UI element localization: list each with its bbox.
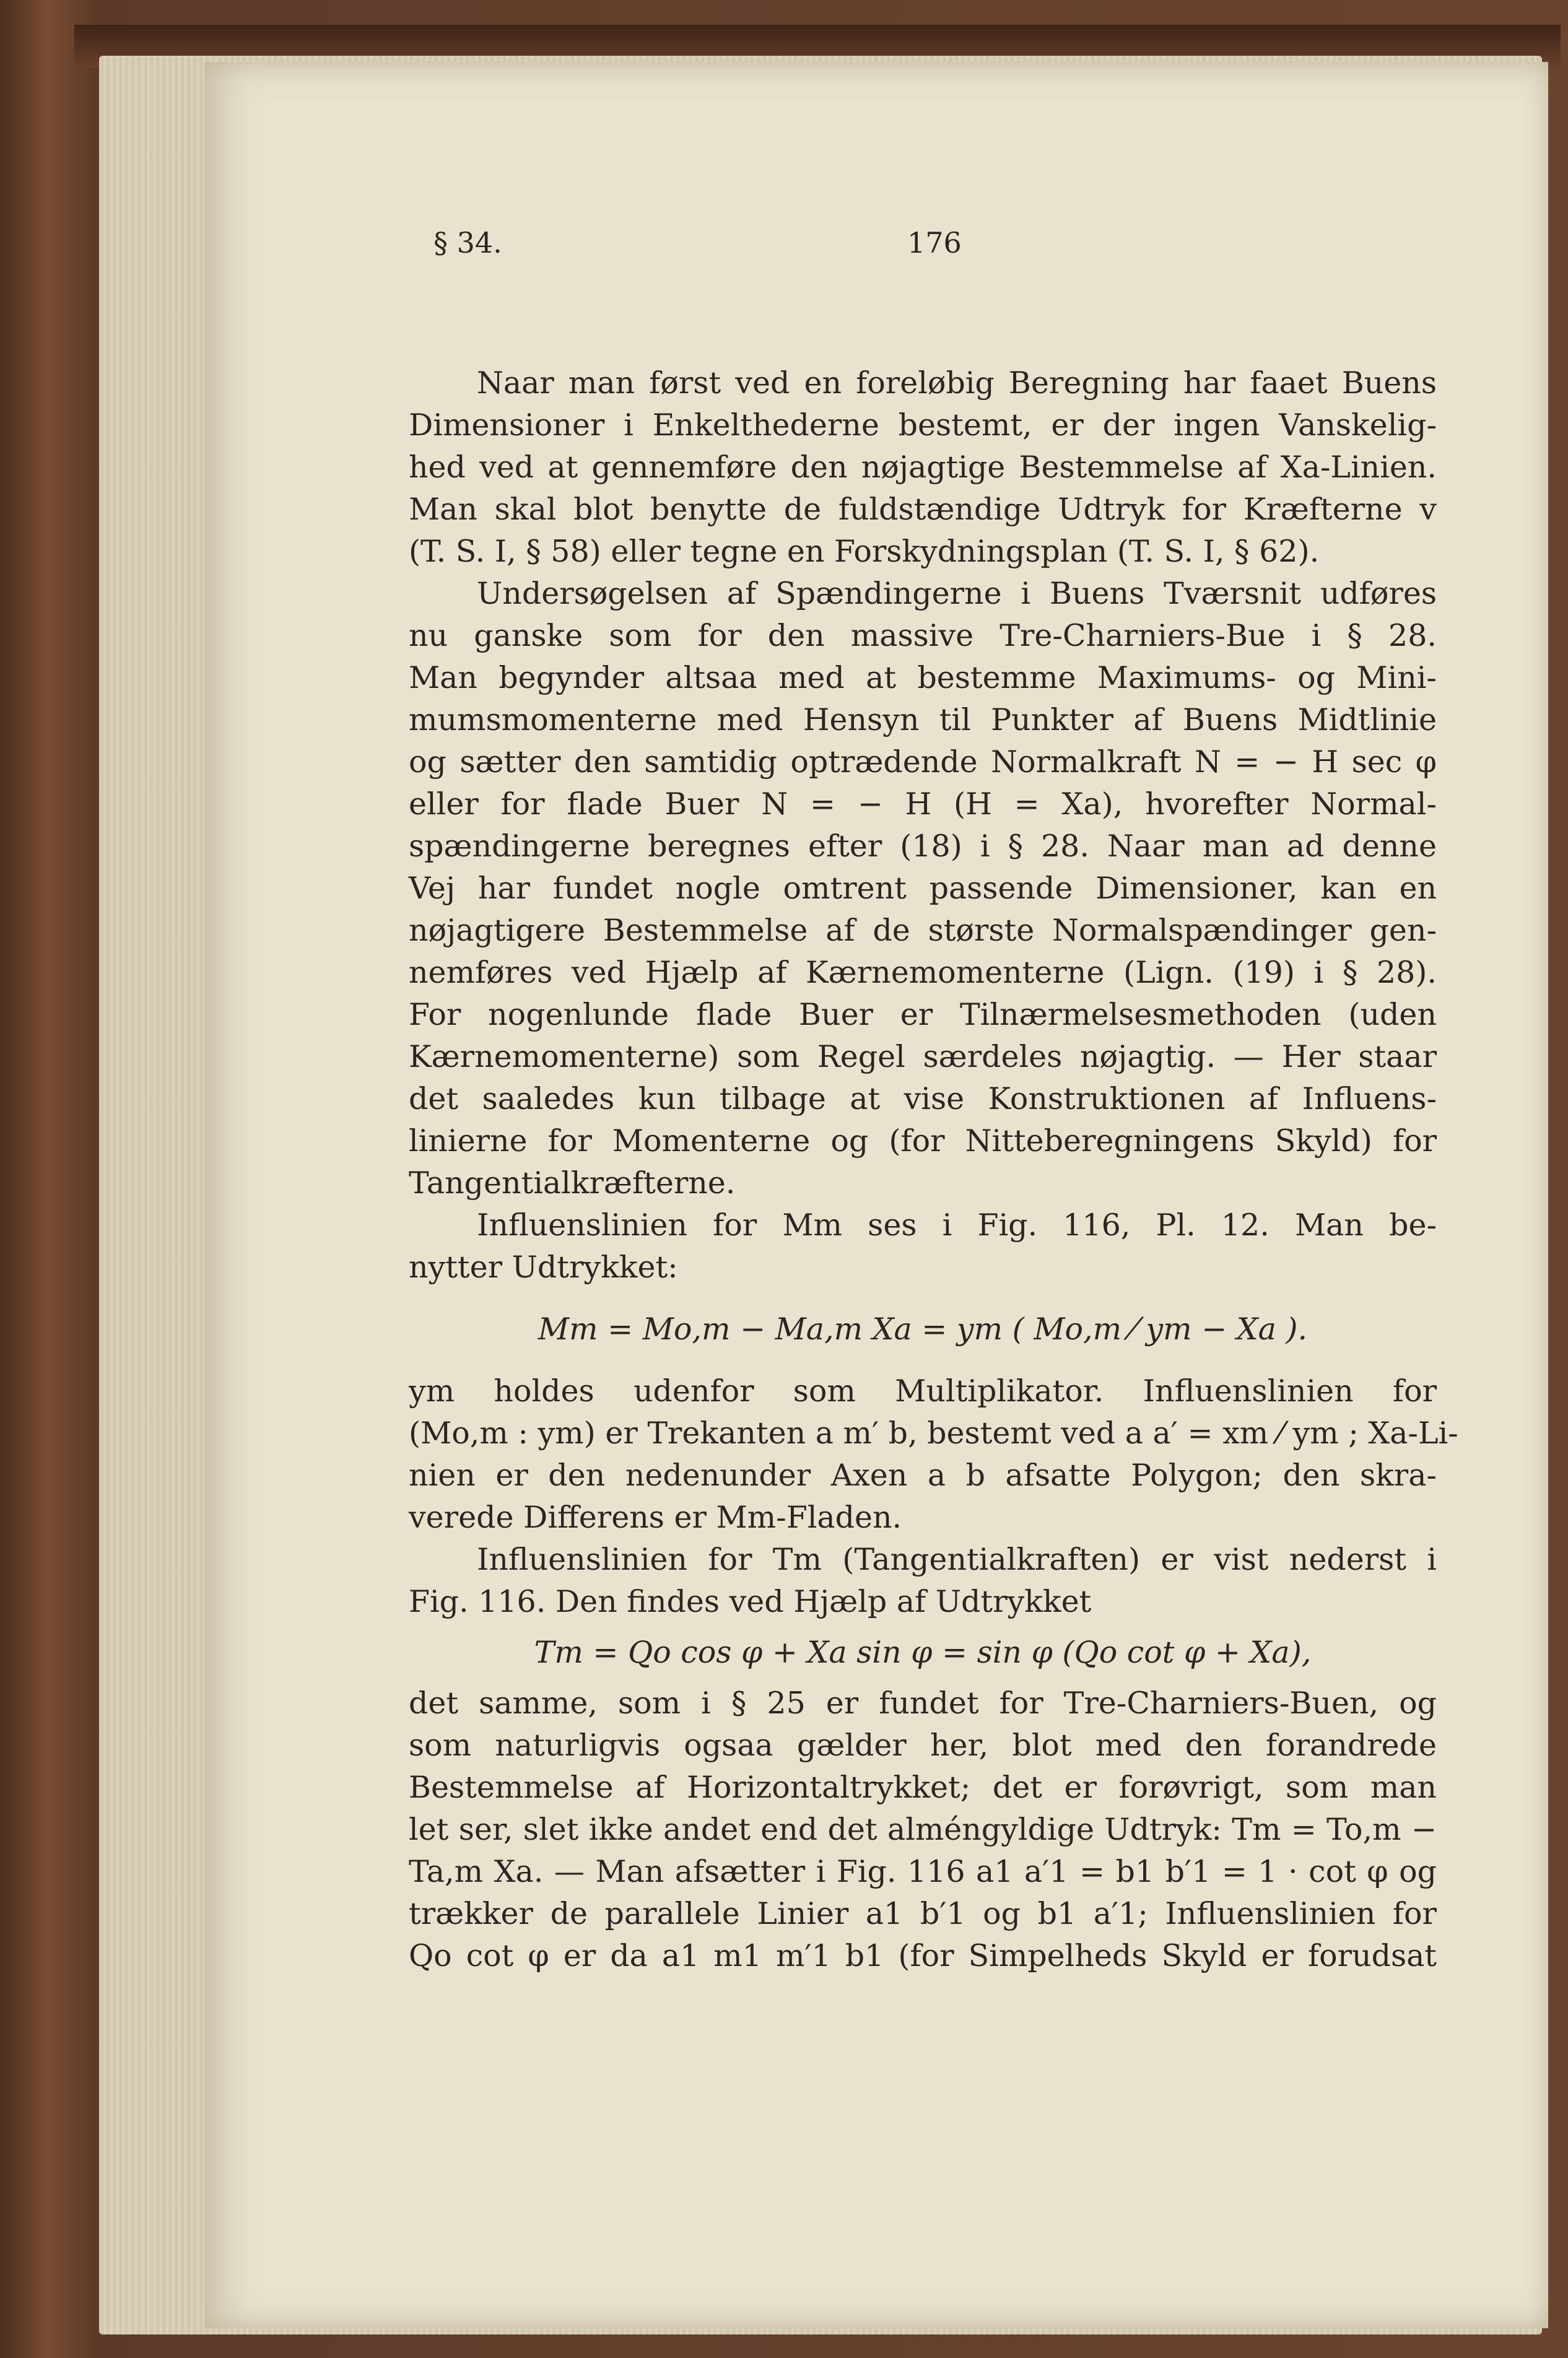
text-line: linierne for Momenterne og (for Nitteberegningens Skyld) for (409, 1123, 1437, 1159)
text-line: Influenslinien for Mm ses i Fig. 116, Pl. 12. Man be- (477, 1207, 1437, 1243)
text-line: Bestemmelse af Horizontaltrykket; det er forøvrigt, som man (409, 1770, 1437, 1805)
text-line: Ta,m Xa. — Man afsætter i Fig. 116 a1 a′1 = b1 b′1 = 1 · cot φ og (409, 1854, 1437, 1889)
text-line: trækker de parallele Linier a1 b′1 og b1 a′1; Influenslinien for (409, 1896, 1437, 1931)
body-text (409, 362, 1458, 1977)
text-line: og sætter den samtidig optrædende Normalkraft N = − H sec φ (409, 744, 1437, 780)
text-line: Naar man først ved en foreløbig Beregning har faaet Buens (477, 365, 1437, 401)
text-line: hed ved at gennemføre den nøjagtige Bestemmelse af Xa-Linien. (409, 450, 1437, 485)
text-line: Fig. 116. Den findes ved Hjælp af Udtrykket (409, 1584, 1092, 1619)
text-line: mumsmomenterne med Hensyn til Punkter af Buens Midtlinie (409, 702, 1437, 737)
formula-moment: Mm = Mo,m − Ma,m Xa = ym ( Mo,m ⁄ ym − Xa ). (538, 1312, 1308, 1347)
text-line: spændingerne beregnes efter (18) i § 28. Naar man ad denne (409, 829, 1437, 864)
text-line: som naturligvis ogsaa gælder her, blot med den forandrede (409, 1728, 1437, 1763)
text-line: Undersøgelsen af Spændingerne i Buens Tværsnit udføres (477, 576, 1437, 611)
section-marker: § 34. (433, 226, 502, 259)
text-line: nu ganske som for den massive Tre-Charniers-Bue i § 28. (409, 618, 1437, 653)
text-line: Qo cot φ er da a1 m1 m′1 b1 (for Simpelheds Skyld er forudsat (409, 1938, 1437, 1973)
text-line: verede Differens er Mm-Fladen. (409, 1500, 902, 1535)
text-line: let ser, slet ikke andet end det alméngyldige Udtryk: Tm = To,m − (409, 1812, 1437, 1847)
text-line: ym holdes udenfor som Multiplikator. Influenslinien for (409, 1373, 1437, 1409)
text-line: eller for flade Buer N = − H (H = Xa), hvorefter Normal- (409, 786, 1437, 822)
page-number: 176 (907, 226, 962, 259)
text-line: nytter Udtrykket: (409, 1250, 678, 1285)
text-line: (T. S. I, § 58) eller tegne en Forskydningsplan (T. S. I, § 62). (409, 534, 1320, 569)
text-line: nemføres ved Hjælp af Kærnemomenterne (Lign. (19) i § 28). (409, 955, 1437, 990)
formula-tangential: Tm = Qo cos φ + Xa sin φ = sin φ (Qo cot φ + Xa), (534, 1635, 1312, 1670)
text-line: nien er den nedenunder Axen a b afsatte Polygon; den skra- (409, 1458, 1437, 1493)
page-header (0, 226, 1568, 276)
text-line: det samme, som i § 25 er fundet for Tre-Charniers-Buen, og (409, 1686, 1437, 1721)
text-line: Tangentialkræfterne. (409, 1165, 736, 1201)
text-line: nøjagtigere Bestemmelse af de største Normalspændinger gen- (409, 913, 1437, 948)
text-line: Man skal blot benytte de fuldstændige Udtryk for Kræfterne v (409, 492, 1437, 527)
text-line: For nogenlunde flade Buer er Tilnærmelsesmethoden (uden (409, 997, 1437, 1032)
text-line: Dimensioner i Enkelthederne bestemt, er der ingen Vanskelig- (409, 407, 1437, 443)
text-line: Influenslinien for Tm (Tangentialkraften) er vist nederst i (477, 1542, 1437, 1577)
text-line: det saaledes kun tilbage at vise Konstruktionen af Influens- (409, 1081, 1437, 1116)
text-line: Man begynder altsaa med at bestemme Maximums- og Mini- (409, 660, 1437, 695)
text-line: Kærnemomenterne) som Regel særdeles nøjagtig. — Her staar (409, 1039, 1437, 1074)
text-line: Vej har fundet nogle omtrent passende Dimensioner, kan en (409, 871, 1437, 906)
text-line: (Mo,m : ym) er Trekanten a m′ b, bestemt ved a a′ = xm ⁄ ym ; Xa-Li- (409, 1416, 1458, 1451)
